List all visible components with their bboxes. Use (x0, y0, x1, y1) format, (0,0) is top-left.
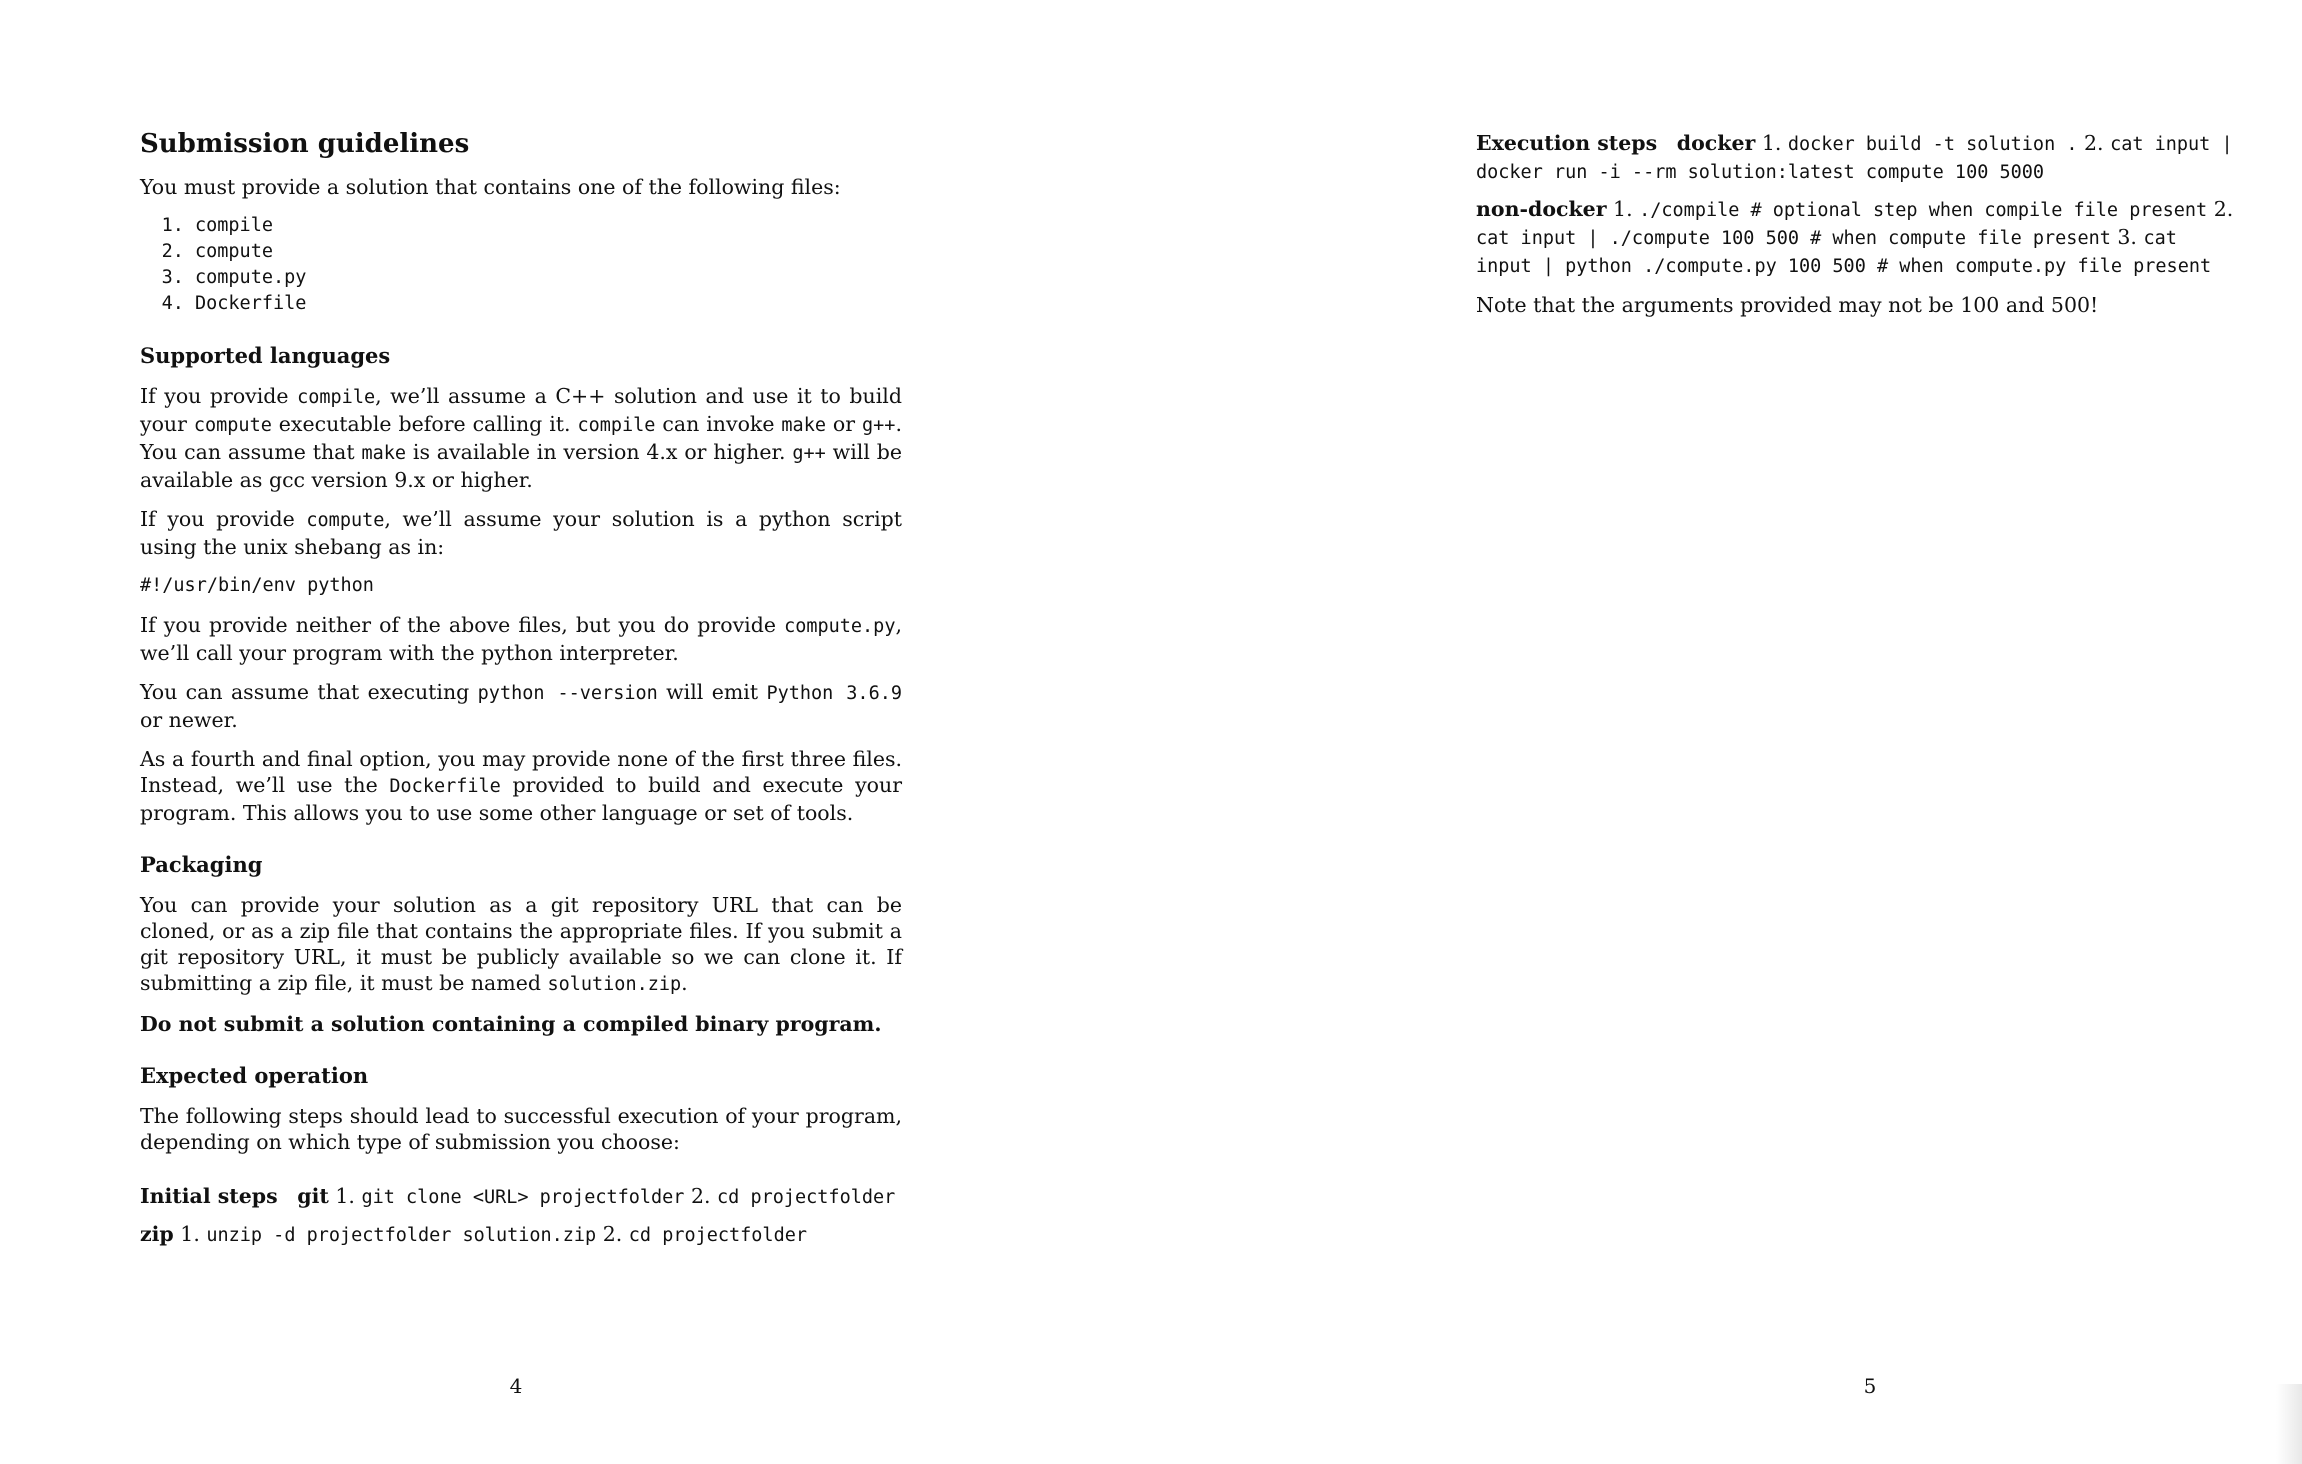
binary-warning: Do not submit a solution containing a compiled binary program. (140, 1012, 882, 1036)
expected-operation-heading: Expected operation (140, 1063, 369, 1088)
expected-intro: The following steps should lead to successful execution of your program, depending on which type of submission you choose: (140, 1104, 902, 1154)
nondocker-step-3: cat input | python ./compute.py 100 500 # when compute.py file present (1476, 228, 2212, 277)
git-label: git (297, 1184, 329, 1208)
page-5-content (1476, 122, 2238, 331)
git-step-1: git clone <URL> projectfolder (361, 1187, 685, 1208)
file-item-dockerfile: 4. Dockerfile (195, 291, 902, 317)
execution-steps-docker: Execution steps docker 1. docker build -t solution . 2. cat input | docker run -i --rm solution:latest compute 100 5000 (1476, 131, 2233, 183)
initial-steps-zip: zip 1. unzip -d projectfolder solution.zip 2. cd projectfolder (140, 1222, 807, 1246)
supported-languages-heading: Supported languages (140, 343, 391, 368)
packaging-paragraph: You can provide your solution as a git repository URL that can be cloned, or as a zip file that contains the appropriate files. If you submit a git repository URL, it must be publicly available so we can clone it. If submitting a zip file, it must be named solution.zip. (140, 893, 902, 995)
file-item-compute: 2. compute (195, 239, 902, 265)
arguments-note: Note that the arguments provided may not be 100 and 500! (1476, 293, 2099, 317)
dockerfile-paragraph: As a fourth and final option, you may provide none of the first three files. Instead, we’ll use the Dockerfile provided to build and execute your program. This allows you to use some other language or set of tools. (140, 747, 902, 825)
page-4-content (140, 122, 902, 1259)
nondocker-step-1: ./compile # optional step when compile file present (1639, 200, 2208, 221)
git-step-2: cd projectfolder (717, 1187, 896, 1208)
zip-step-1: unzip -d projectfolder solution.zip (206, 1225, 597, 1246)
compile-paragraph: If you provide compile, we’ll assume a C++ solution and use it to build your compute executable before calling it. compile can invoke make or g++. You can assume that make is available in version 4.x or higher. g++ will be available as gcc version 9.x or higher. (140, 384, 902, 492)
python-version-paragraph: You can assume that executing python --version will emit Python 3.6.9 or newer. (140, 680, 902, 732)
zip-label: zip (140, 1222, 174, 1246)
docker-label: docker (1676, 131, 1756, 155)
docker-step-1: docker build -t solution . (1787, 134, 2078, 155)
zip-step-2: cd projectfolder (628, 1225, 807, 1246)
compute-py-paragraph: If you provide neither of the above files, but you do provide compute.py, we’ll call your program with the python interpreter. (140, 613, 902, 665)
execution-steps-label: Execution steps (1476, 131, 1658, 155)
shebang-line: #!/usr/bin/env python (140, 575, 374, 596)
execution-steps-nondocker: non-docker 1. ./compile # optional step when compile file present 2. cat input | ./compute 100 500 # when compute file present 3. cat input | python ./compute.py 100 500 # when compute.py file present (1476, 197, 2234, 277)
packaging-heading: Packaging (140, 852, 263, 877)
page-number-5: 5 (1863, 1374, 1877, 1398)
docker-step-2: cat input | docker run -i --rm solution:latest compute 100 5000 (1476, 134, 2233, 183)
page-5 (1151, 0, 2302, 1464)
file-item-compute-py: 3. compute.py (195, 265, 902, 291)
required-files-list (140, 213, 902, 317)
initial-steps-git: Initial steps git 1. git clone <URL> projectfolder 2. cd projectfolder (140, 1184, 896, 1208)
initial-steps-label: Initial steps (140, 1184, 278, 1208)
submission-guidelines-heading: Submission guidelines (140, 129, 470, 159)
submission-intro: You must provide a solution that contains one of the following files: (140, 175, 841, 199)
page-edge-shadow (2276, 1384, 2302, 1464)
nondocker-step-2: cat input | ./compute 100 500 # when compute file present (1476, 228, 2111, 249)
page-number-4: 4 (509, 1374, 523, 1398)
file-item-compile: 1. compile (195, 213, 902, 239)
compute-paragraph: If you provide compute, we’ll assume your solution is a python script using the unix shebang as in: (140, 507, 902, 559)
nondocker-label: non-docker (1476, 197, 1607, 221)
